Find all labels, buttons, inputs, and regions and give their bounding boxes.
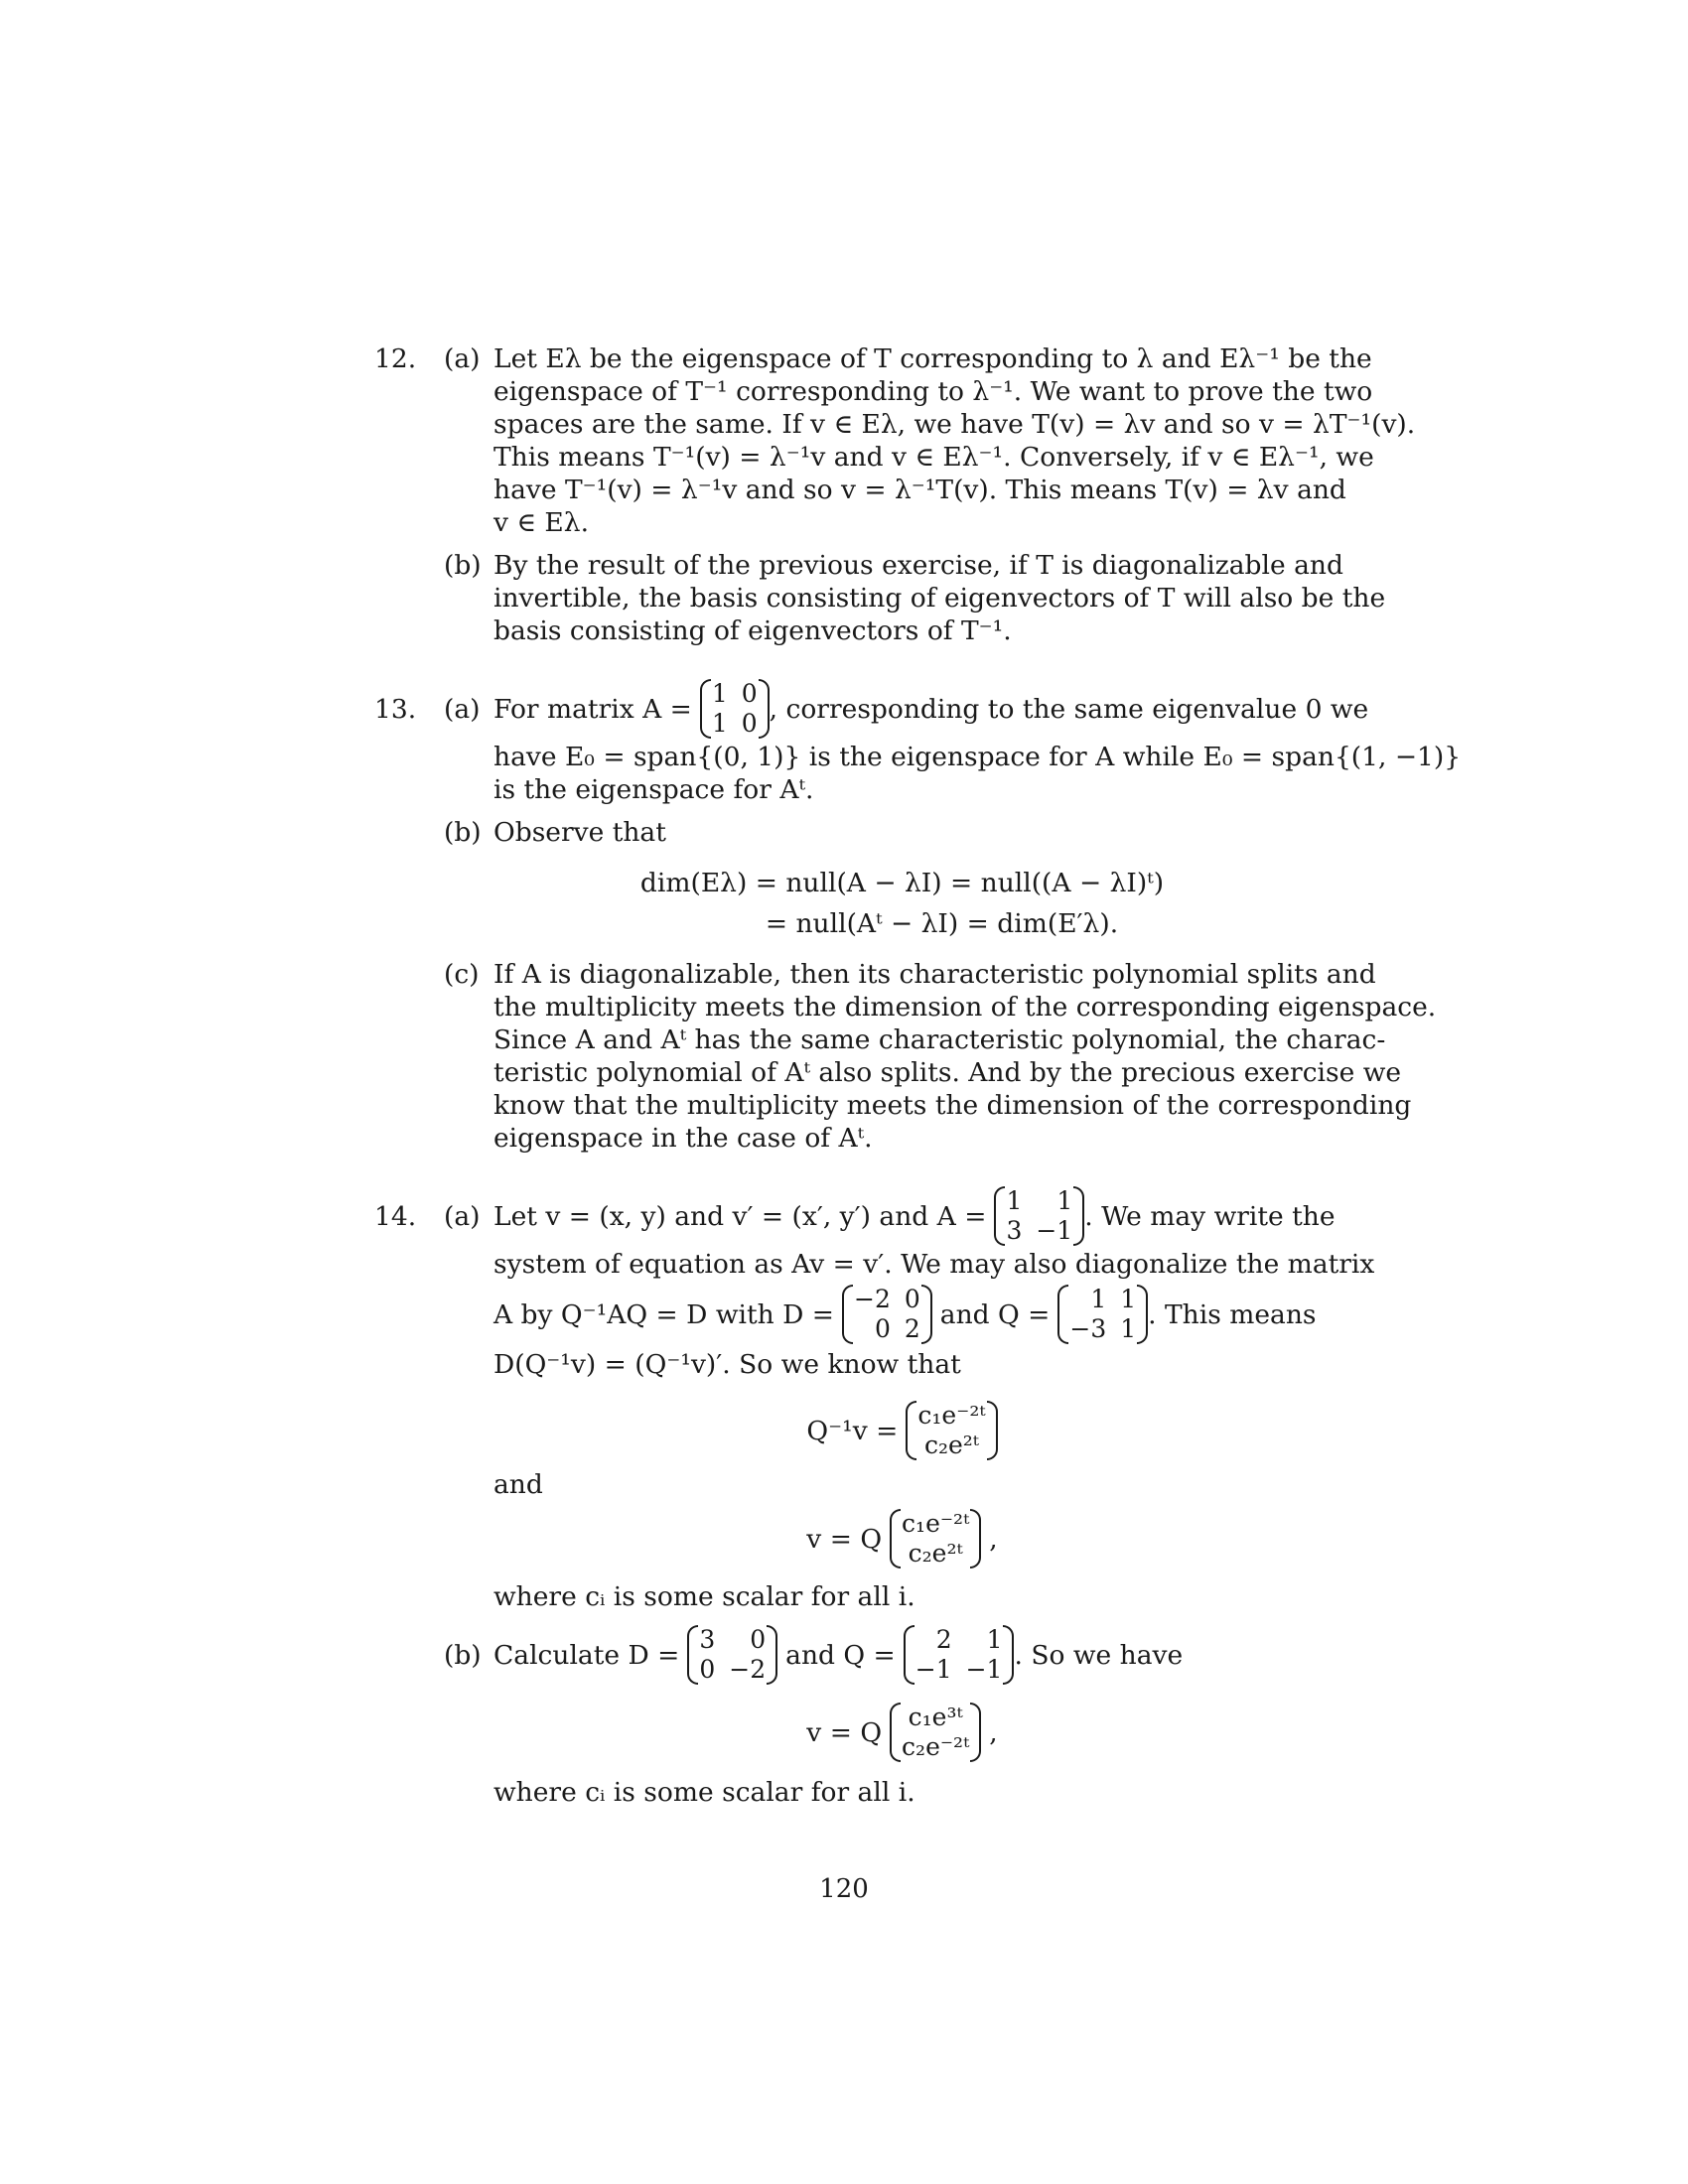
- vector-entry: c₂e²ᵗ: [923, 1431, 979, 1459]
- text-fragment: . So we have: [1014, 1639, 1184, 1671]
- text-line: This means T⁻¹(v) = λ⁻¹v and v ∈ Eλ⁻¹. Conversely, if v ∈ Eλ⁻¹, we: [493, 442, 1374, 473]
- text-line: teristic polynomial of Aᵗ also splits. And by the precious exercise we: [493, 1057, 1402, 1088]
- matrix-entry: 0: [750, 1625, 767, 1654]
- matrix-a: [700, 677, 770, 741]
- matrix-entry: 1: [1090, 1285, 1107, 1313]
- problem-13-part-c: [444, 958, 1437, 1155]
- part-label: (a): [444, 343, 481, 374]
- matrix-entry: 1: [986, 1625, 1003, 1654]
- part-label: (b): [444, 817, 482, 848]
- vector-solution: [906, 1399, 997, 1462]
- vector-solution: [890, 1701, 981, 1764]
- text-fragment: . This means: [1148, 1298, 1317, 1330]
- matrix-q: [904, 1623, 1015, 1687]
- matrix-entry: 2: [904, 1314, 920, 1343]
- matrix-entry: 0: [741, 679, 758, 708]
- text-line: Observe that: [493, 817, 666, 848]
- matrix-d: [842, 1283, 932, 1346]
- text-fragment: A by Q⁻¹AQ = D with D =: [493, 1298, 835, 1330]
- problem-number: 14.: [374, 1201, 417, 1232]
- text-line: By the result of the previous exercise, if T is diagonalizable and: [493, 550, 1343, 581]
- matrix-entry: 3: [699, 1625, 716, 1654]
- text-line: invertible, the basis consisting of eigenvectors of T will also be the: [493, 583, 1386, 614]
- problem-12-part-b: [444, 549, 1386, 647]
- page-number: 120: [819, 1874, 869, 1904]
- text-line: the multiplicity meets the dimension of the corresponding eigenspace.: [493, 992, 1437, 1023]
- matrix-entry: 0: [699, 1655, 716, 1684]
- matrix-entry: −2: [854, 1285, 891, 1313]
- text-line: eigenspace in the case of Aᵗ.: [493, 1123, 873, 1154]
- vector-solution: [890, 1507, 981, 1570]
- matrix-entry: 0: [874, 1314, 891, 1343]
- text-fragment: and Q =: [785, 1639, 896, 1671]
- text-line: where cᵢ is some scalar for all i.: [493, 1581, 915, 1612]
- matrix-entry: −3: [1069, 1314, 1107, 1343]
- matrix-line: [493, 1283, 1317, 1346]
- equation-lhs: v = Q: [806, 1716, 883, 1748]
- matrix-entry: −1: [914, 1655, 952, 1684]
- text-line: D(Q⁻¹v) = (Q⁻¹v)′. So we know that: [493, 1349, 961, 1380]
- problem-14: [374, 1184, 1375, 1809]
- text-fragment: ,: [989, 1716, 998, 1748]
- matrix-entry: 1: [1120, 1285, 1137, 1313]
- matrix-entry: 3: [1006, 1216, 1023, 1245]
- part-label: (c): [444, 959, 480, 990]
- matrix-d: [687, 1623, 777, 1687]
- matrix-entry: 2: [935, 1625, 952, 1654]
- matrix-q: [1057, 1283, 1148, 1346]
- text-fragment: Calculate D =: [493, 1639, 680, 1671]
- part-label: (a): [444, 1201, 481, 1232]
- text-fragment: , corresponding to the same eigenvalue 0 we: [769, 693, 1369, 725]
- problem-number: 13.: [374, 694, 417, 725]
- problem-13: [374, 677, 1462, 1155]
- vector-entry: c₁e³ᵗ: [908, 1703, 963, 1731]
- text-line: basis consisting of eigenvectors of T⁻¹.: [493, 615, 1012, 646]
- text-fragment: . We may write the: [1084, 1200, 1336, 1232]
- text-line: and: [493, 1469, 543, 1500]
- text-line: have E₀ = span{(0, 1)} is the eigenspace for A while E₀ = span{(1, −1)}: [493, 742, 1462, 772]
- text-line: If A is diagonalizable, then its characteristic polynomial splits and: [493, 959, 1376, 990]
- equation-lhs: v = Q: [806, 1523, 883, 1555]
- text-line: Since A and Aᵗ has the same characteristic polynomial, the charac-: [493, 1024, 1386, 1055]
- text-line: where cᵢ is some scalar for all i.: [493, 1777, 915, 1808]
- matrix-entry: 1: [711, 679, 728, 708]
- text-fragment: Let v = (x, y) and v′ = (x′, y′) and A =: [493, 1200, 987, 1232]
- text-line: Let Eλ be the eigenspace of T corresponding to λ and Eλ⁻¹ be the: [493, 343, 1372, 374]
- equation-line: [493, 1701, 1311, 1764]
- part-label: (a): [444, 694, 481, 725]
- matrix-entry: −1: [965, 1655, 1003, 1684]
- text-fragment: For matrix A =: [493, 693, 692, 725]
- text-line: spaces are the same. If v ∈ Eλ, we have T(v) = λv and so v = λT⁻¹(v).: [493, 409, 1416, 440]
- matrix-entry: 1: [1006, 1186, 1023, 1215]
- matrix-entry: 1: [1056, 1186, 1073, 1215]
- matrix-entry: −1: [1036, 1216, 1073, 1245]
- text-line: v ∈ Eλ.: [493, 507, 589, 538]
- part-label: (b): [444, 1640, 482, 1671]
- problem-number: 12.: [374, 343, 417, 374]
- matrix-line: [493, 677, 1369, 741]
- matrix-entry: −2: [729, 1655, 767, 1684]
- text-fragment: and Q =: [939, 1298, 1051, 1330]
- matrix-entry: 0: [904, 1285, 920, 1313]
- problem-12-part-a: [444, 342, 1416, 539]
- vector-entry: c₁e⁻²ᵗ: [902, 1509, 970, 1538]
- text-line: eigenspace of T⁻¹ corresponding to λ⁻¹. We want to prove the two: [493, 376, 1373, 407]
- equation-line: [493, 1399, 1311, 1462]
- equation-line: = null(Aᵗ − λI) = dim(E′λ).: [765, 908, 1119, 939]
- problem-12: [374, 342, 1416, 647]
- text-line: have T⁻¹(v) = λ⁻¹v and so v = λ⁻¹T(v). This means T(v) = λv and: [493, 475, 1346, 505]
- text-line: system of equation as Av = v′. We may also diagonalize the matrix: [493, 1249, 1375, 1280]
- equation-lhs: Q⁻¹v =: [806, 1415, 899, 1446]
- equation-line: [493, 1507, 1311, 1570]
- problem-13-part-a: [444, 677, 1462, 806]
- equation-line: dim(Eλ) = null(A − λI) = null((A − λI)ᵗ): [639, 868, 1165, 898]
- vector-entry: c₂e²ᵗ: [908, 1539, 963, 1568]
- matrix-line: [493, 1184, 1336, 1248]
- matrix-line: [493, 1623, 1311, 1687]
- matrix-entry: 0: [741, 709, 758, 738]
- matrix-entry: 1: [711, 709, 728, 738]
- page-content: [374, 342, 1462, 1831]
- text-fragment: ,: [989, 1523, 998, 1555]
- problem-14-part-b: [444, 1623, 1311, 1809]
- matrix-entry: 1: [1120, 1314, 1137, 1343]
- part-label: (b): [444, 550, 482, 581]
- problem-13-part-b: [444, 816, 1311, 940]
- vector-entry: c₁e⁻²ᵗ: [917, 1401, 986, 1430]
- text-line: is the eigenspace for Aᵗ.: [493, 774, 814, 805]
- matrix-a: [994, 1184, 1084, 1248]
- problem-14-part-a: [444, 1184, 1375, 1613]
- text-line: know that the multiplicity meets the dimension of the corresponding: [493, 1090, 1412, 1121]
- vector-entry: c₂e⁻²ᵗ: [902, 1732, 970, 1761]
